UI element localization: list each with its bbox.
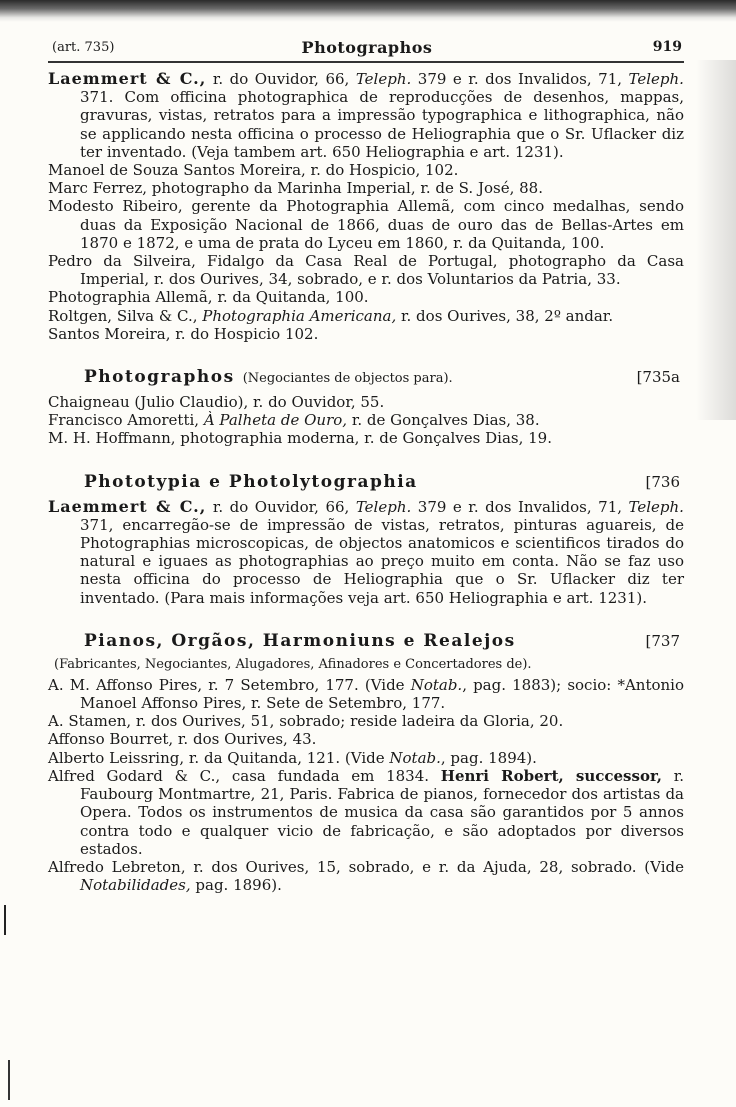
- directory-entry: Marc Ferrez, photographo da Marinha Imperial, r. de S. José, 88.: [48, 179, 543, 198]
- section-title: Photographos: [84, 367, 235, 388]
- section-title: Phototypia e Photolytographia: [84, 471, 418, 492]
- section-title: Pianos, Orgãos, Harmoniuns e Realejos: [84, 630, 516, 651]
- directory-entry: A. M. Affonso Pires, r. 7 Setembro, 177. (Vide Notab., pag. 1883); socio: *Antonio Manoel Affonso Pires, r. Sete de Setembro, 177.: [48, 675, 684, 713]
- directory-entry: Pedro da Silveira, Fidalgo da Casa Real de Portugal, photographo da Casa Imperial, r. dos Ourives, 34, sobrado, e r. dos Voluntarios da Patria, 33.: [48, 252, 684, 289]
- section-subnote: (Fabricantes, Negociantes, Alugadores, Afinadores e Concertadores de).: [54, 656, 532, 672]
- directory-entry: Affonso Bourret, r. dos Ourives, 43.: [48, 730, 317, 749]
- section-heading: [48, 631, 684, 653]
- page-number: 919: [652, 39, 682, 55]
- section-number: [735a: [636, 368, 680, 387]
- directory-entry: Alberto Leissring, r. da Quitanda, 121. (Vide Notab., pag. 1894).: [48, 748, 537, 767]
- scan-shadow-right: [696, 60, 736, 420]
- entry-name: Laemmert & C.,: [48, 69, 207, 88]
- page-header: [52, 38, 682, 58]
- scan-edge-top: [0, 0, 736, 22]
- section-number: [737: [645, 631, 680, 650]
- directory-entry: Alfredo Lebreton, r. dos Ourives, 15, sobrado, e r. da Ajuda, 28, sobrado. (Vide Notabilidades, pag. 1896).: [48, 857, 684, 895]
- directory-entry: Santos Moreira, r. do Hospicio 102.: [48, 324, 319, 343]
- directory-entry: Francisco Amoretti, À Palheta de Ouro, r. de Gonçalves Dias, 38.: [48, 411, 540, 430]
- section-heading: [48, 367, 684, 389]
- header-article-ref: (art. 735): [52, 40, 115, 55]
- margin-mark-bottom: [8, 1060, 10, 1100]
- directory-entry: Roltgen, Silva & C., Photographia Americana, r. dos Ourives, 38, 2º andar.: [48, 306, 614, 325]
- directory-entry: Photographia Allemã, r. da Quitanda, 100.: [48, 288, 369, 307]
- directory-entry: Laemmert & C., r. do Ouvidor, 66, Teleph. 379 e r. dos Invalidos, 71, Teleph. 371, encarregão-se de impressão de vistas, retratos, pinturas aguareis, de Photographias microscopicas, de objectos anatomicos e scientificos tirados do natural e iguaes as photographias ao preço muito em conta. Não se faz uso nesta officina do processo de Heliographia que o Sr. Uflacker diz ter inventado. (Para mais informações veja art. 650 Heliographia e art. 1231).: [48, 496, 684, 607]
- page-content: [48, 70, 684, 894]
- directory-entry: Laemmert & C., r. do Ouvidor, 66, Teleph. 379 e r. dos Invalidos, 71, Teleph. 371. Com officina photographica de reproducções de desenhos, mappas, gravuras, vistas, retratos para a impressão typographica e lithographica, não se applicando nesta officina o processo de Heliographia que o Sr. Uflacker diz ter inventado. (Veja tambem art. 650 Heliographia e art. 1231).: [48, 69, 684, 161]
- header-rule: [48, 61, 684, 63]
- section-number: [736: [645, 472, 680, 491]
- directory-entry: Modesto Ribeiro, gerente da Photographia Allemã, com cinco medalhas, sendo duas da Exposição Nacional de 1866, duas de ouro das de Bellas-Artes em 1870 e 1872, e uma de prata do Lyceu em 1860, r. da Quitanda, 100.: [48, 197, 684, 252]
- section-note: (Negociantes de objectos para).: [242, 371, 453, 387]
- directory-entry: A. Stamen, r. dos Ourives, 51, sobrado; reside ladeira da Gloria, 20.: [48, 712, 564, 731]
- margin-mark: [4, 905, 6, 935]
- page-title: Photographos: [301, 38, 433, 57]
- directory-entry: Alfred Godard & C., casa fundada em 1834. Henri Robert, successor, r. Faubourg Montmartre, 21, Paris. Fabrica de pianos, fornecedor dos artistas da Opera. Todos os instrumentos de musica da casa são garantidos por 5 annos contra todo e qualquer vicio de fabricação, e são adoptados por diversos estados.: [48, 766, 685, 858]
- directory-entry: Manoel de Souza Santos Moreira, r. do Hospicio, 102.: [48, 161, 459, 180]
- section-heading: [48, 472, 684, 494]
- directory-entry: M. H. Hoffmann, photographia moderna, r. de Gonçalves Dias, 19.: [48, 429, 552, 448]
- directory-entry: Chaigneau (Julio Claudio), r. do Ouvidor, 55.: [48, 393, 385, 412]
- entry-name: Laemmert & C.,: [48, 496, 207, 516]
